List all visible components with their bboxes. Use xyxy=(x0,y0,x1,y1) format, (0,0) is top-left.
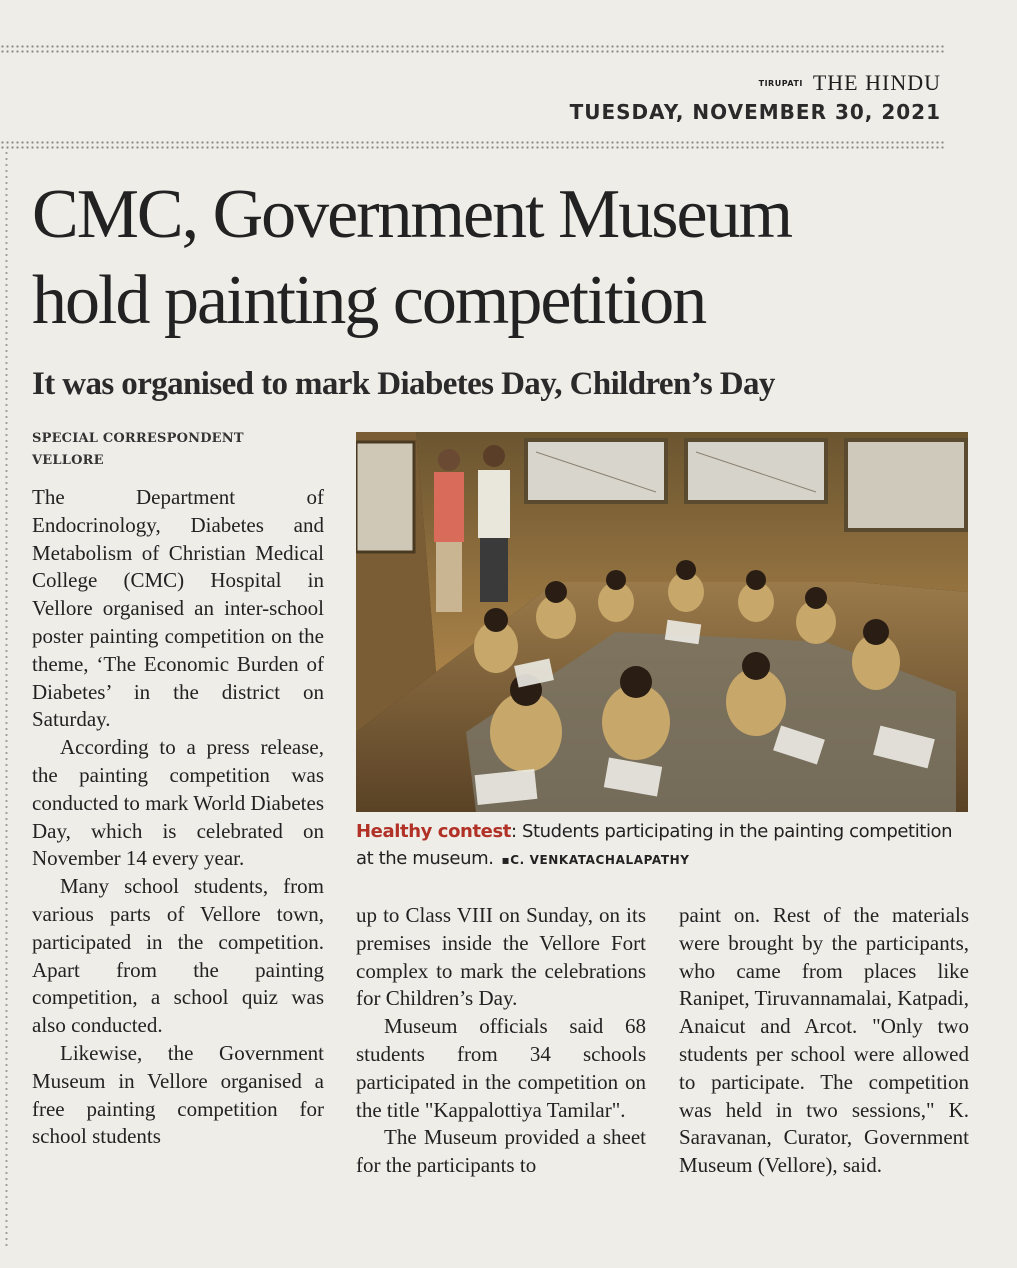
headline-line-2: hold painting competition xyxy=(32,262,706,339)
article-column-2 xyxy=(356,902,646,1180)
article-subhead: It was organised to mark Diabetes Day, Children’s Day xyxy=(32,366,775,402)
headline-line-1: CMC, Government Museum xyxy=(32,176,792,253)
caption-text: : Students participating in the painting competition at the museum. xyxy=(356,821,953,869)
left-dotted-margin xyxy=(4,150,10,1250)
paragraph: The Department of Endocrinology, Diabetes and Metabolism of Christian Medical College (CMC) Hospital in Vellore organised an inter-school poster painting competition on the theme, ‘The Economic Burden of Diabetes’ in the district on Saturday. xyxy=(32,485,324,732)
paragraph: Likewise, the Government Museum in Vellore organised a free painting competition for school students xyxy=(32,1040,324,1149)
paragraph: The Museum provided a sheet for the participants to xyxy=(356,1125,646,1178)
article-headline xyxy=(32,172,952,344)
masthead-city: TIRUPATI xyxy=(758,78,803,88)
paragraph: According to a press release, the painting competition was conducted to mark World Diabetes Day, which is celebrated on November 14 every year. xyxy=(32,735,324,871)
masthead-date: TUESDAY, NOVEMBER 30, 2021 xyxy=(569,100,941,124)
photo-students-painting-illustration xyxy=(356,432,968,812)
top-dotted-rule xyxy=(0,44,945,54)
photo-caption xyxy=(356,818,968,874)
byline-author: SPECIAL CORRESPONDENT xyxy=(32,431,244,446)
paragraph: Museum officials said 68 students from 34 schools participated in the competition on the title "Kappalottiya Tamilar". xyxy=(356,1014,646,1122)
article-column-3 xyxy=(679,902,969,1180)
caption-lead: Healthy contest xyxy=(356,821,511,842)
photo-credit: ▪C. VENKATACHALAPATHY xyxy=(501,853,690,867)
paragraph: Many school students, from various parts of Vellore town, participated in the competition. Apart from the painting competition, a school quiz was also conducted. xyxy=(32,874,324,1038)
byline-dateline: VELLORE xyxy=(32,453,104,468)
article-column-1 xyxy=(32,484,324,1151)
byline xyxy=(32,428,244,472)
masthead xyxy=(570,70,941,124)
masthead-paper-name: THE HINDU xyxy=(812,70,941,95)
paragraph: paint on. Rest of the materials were brought by the participants, who came from places like Ranipet, Tiruvannamalai, Katpadi, Anaicut and Arcot. "Only two students per school were allowed to participate. The competition was held in two sessions," K. Saravanan, Curator, Government Museum (Vellore), said. xyxy=(679,903,969,1178)
paragraph: up to Class VIII on Sunday, on its premises inside the Vellore Fort complex to mark the celebrations for Children’s Day. xyxy=(356,903,646,1011)
masthead-dotted-rule xyxy=(0,140,945,150)
article-photo xyxy=(356,432,968,812)
